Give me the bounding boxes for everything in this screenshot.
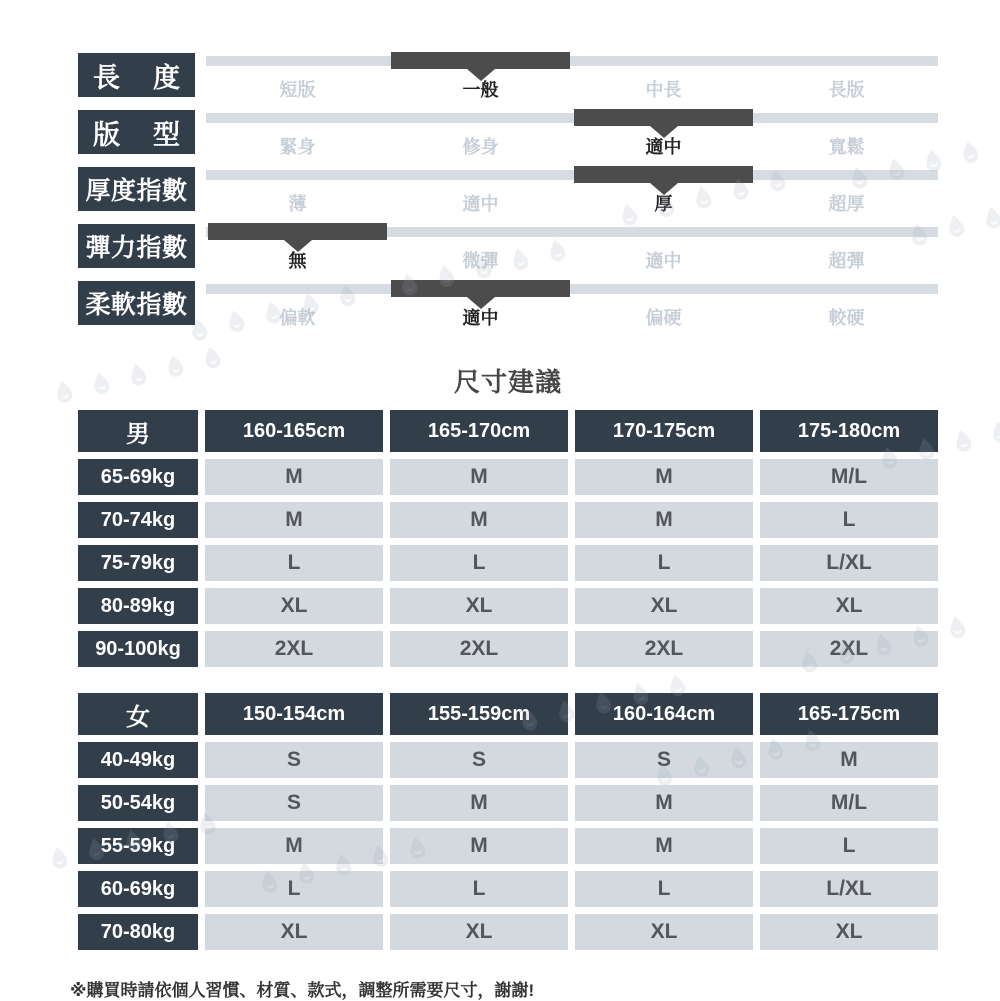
attribute-scale xyxy=(206,110,938,157)
size-table xyxy=(78,410,938,667)
size-value-cell: XL xyxy=(205,914,383,950)
height-column-header: 170-175cm xyxy=(575,410,753,452)
size-value-cell: L xyxy=(760,828,938,864)
size-value-cell: XL xyxy=(390,588,568,624)
scale-option: 寬鬆 xyxy=(828,137,865,157)
scale-option-selected: 一般 xyxy=(462,80,499,100)
watermark-drop-icon xyxy=(979,203,1000,232)
weight-row-label: 50-54kg xyxy=(78,785,198,821)
height-column-header: 175-180cm xyxy=(760,410,938,452)
size-value-cell: XL xyxy=(205,588,383,624)
size-value-cell: S xyxy=(205,785,383,821)
size-value-cell: M/L xyxy=(760,459,938,495)
size-value-cell: L xyxy=(205,545,383,581)
table-corner-label: 女 xyxy=(78,693,198,735)
size-value-cell: XL xyxy=(760,588,938,624)
scale-option: 偏軟 xyxy=(279,308,316,328)
weight-row-label: 75-79kg xyxy=(78,545,198,581)
height-column-header: 160-165cm xyxy=(205,410,383,452)
attribute-row xyxy=(78,53,938,100)
size-value-cell: M xyxy=(205,828,383,864)
weight-row-label: 55-59kg xyxy=(78,828,198,864)
size-value-cell: XL xyxy=(390,914,568,950)
size-value-cell: L/XL xyxy=(760,871,938,907)
scale-track xyxy=(206,113,938,123)
size-tables-section xyxy=(78,410,938,950)
selected-segment-indicator xyxy=(391,52,570,69)
attribute-label: 彈力指數 xyxy=(78,224,195,268)
scale-option: 薄 xyxy=(288,194,307,214)
size-value-cell: XL xyxy=(575,588,753,624)
scale-track xyxy=(206,284,938,294)
size-table xyxy=(78,693,938,950)
scale-options xyxy=(206,194,938,214)
scale-option-selected: 適中 xyxy=(462,308,499,328)
watermark-drop-icon xyxy=(50,377,79,406)
scale-options xyxy=(206,137,938,157)
attribute-scale xyxy=(206,53,938,100)
height-column-header: 165-175cm xyxy=(760,693,938,735)
size-value-cell: M xyxy=(390,459,568,495)
weight-row-label: 40-49kg xyxy=(78,742,198,778)
size-value-cell: L xyxy=(575,871,753,907)
weight-row-label: 65-69kg xyxy=(78,459,198,495)
size-value-cell: M xyxy=(205,502,383,538)
size-value-cell: 2XL xyxy=(575,631,753,667)
scale-option: 偏硬 xyxy=(645,308,682,328)
weight-row-label: 70-74kg xyxy=(78,502,198,538)
size-value-cell: XL xyxy=(575,914,753,950)
size-value-cell: 2XL xyxy=(760,631,938,667)
scale-option: 修身 xyxy=(462,137,499,157)
size-value-cell: M xyxy=(575,828,753,864)
size-value-cell: 2XL xyxy=(390,631,568,667)
scale-track xyxy=(206,56,938,66)
selected-segment-indicator xyxy=(574,166,753,183)
purchase-note: ※購買時請依個人習慣、材質、款式，調整所需要尺寸，謝謝! xyxy=(70,981,535,1000)
height-column-header: 155-159cm xyxy=(390,693,568,735)
size-recommendation-title: 尺寸建議 xyxy=(453,367,562,397)
size-value-cell: M xyxy=(760,742,938,778)
size-value-cell: 2XL xyxy=(205,631,383,667)
size-chart-page xyxy=(70,53,938,1001)
scale-option: 適中 xyxy=(462,194,499,214)
attribute-scale xyxy=(206,281,938,328)
scale-option: 適中 xyxy=(645,251,682,271)
size-value-cell: XL xyxy=(760,914,938,950)
scale-option: 中長 xyxy=(645,80,682,100)
size-value-cell: M xyxy=(205,459,383,495)
scale-options xyxy=(206,251,938,271)
attribute-label-char: 版 xyxy=(93,119,120,150)
scale-option: 微彈 xyxy=(462,251,499,271)
scale-option: 緊身 xyxy=(279,137,316,157)
attribute-label-char: 長 xyxy=(93,62,120,93)
height-column-header: 150-154cm xyxy=(205,693,383,735)
scale-option-selected: 無 xyxy=(288,251,307,271)
attribute-label: 柔軟指數 xyxy=(78,281,195,325)
scale-option-selected: 厚 xyxy=(654,194,673,214)
size-value-cell: L xyxy=(205,871,383,907)
size-value-cell: M/L xyxy=(760,785,938,821)
attribute-label xyxy=(78,53,195,97)
attribute-label-char: 度 xyxy=(153,62,180,93)
weight-row-label: 70-80kg xyxy=(78,914,198,950)
attribute-row xyxy=(78,110,938,157)
weight-row-label: 80-89kg xyxy=(78,588,198,624)
weight-row-label: 90-100kg xyxy=(78,631,198,667)
size-value-cell: S xyxy=(205,742,383,778)
attribute-row xyxy=(78,224,938,271)
scale-option: 超厚 xyxy=(828,194,865,214)
size-value-cell: L xyxy=(575,545,753,581)
attribute-label: 厚度指數 xyxy=(78,167,195,211)
selected-segment-indicator xyxy=(208,223,387,240)
size-value-cell: S xyxy=(575,742,753,778)
attribute-row xyxy=(78,281,938,328)
scale-option: 超彈 xyxy=(828,251,865,271)
attribute-scales-section xyxy=(78,53,938,328)
scale-track xyxy=(206,227,938,237)
scale-option: 較硬 xyxy=(828,308,865,328)
attribute-row xyxy=(78,167,938,214)
size-value-cell: M xyxy=(575,502,753,538)
size-value-cell: S xyxy=(390,742,568,778)
size-value-cell: L/XL xyxy=(760,545,938,581)
size-value-cell: M xyxy=(390,828,568,864)
size-value-cell: L xyxy=(390,545,568,581)
size-value-cell: L xyxy=(390,871,568,907)
scale-option: 長版 xyxy=(828,80,865,100)
weight-row-label: 60-69kg xyxy=(78,871,198,907)
scale-option: 短版 xyxy=(279,80,316,100)
attribute-label-char: 型 xyxy=(153,119,180,150)
size-value-cell: M xyxy=(390,785,568,821)
scale-track xyxy=(206,170,938,180)
attribute-scale xyxy=(206,167,938,214)
watermark-drop-icon xyxy=(942,211,971,240)
scale-options xyxy=(206,308,938,328)
scale-options xyxy=(206,80,938,100)
scale-option-selected: 適中 xyxy=(645,137,682,157)
size-value-cell: M xyxy=(575,459,753,495)
size-value-cell: M xyxy=(390,502,568,538)
selected-segment-indicator xyxy=(391,280,570,297)
table-corner-label: 男 xyxy=(78,410,198,452)
height-column-header: 165-170cm xyxy=(390,410,568,452)
watermark-drop-icon xyxy=(949,426,978,455)
height-column-header: 160-164cm xyxy=(575,693,753,735)
attribute-label xyxy=(78,110,195,154)
size-value-cell: M xyxy=(575,785,753,821)
watermark-drop-icon xyxy=(993,129,1000,158)
watermark-drop-icon xyxy=(986,417,1000,446)
size-value-cell: L xyxy=(760,502,938,538)
attribute-scale xyxy=(206,224,938,271)
watermark-drop-icon xyxy=(45,843,74,872)
watermark-drop-icon xyxy=(943,613,972,642)
selected-segment-indicator xyxy=(574,109,753,126)
watermark-drop-icon xyxy=(956,137,985,166)
